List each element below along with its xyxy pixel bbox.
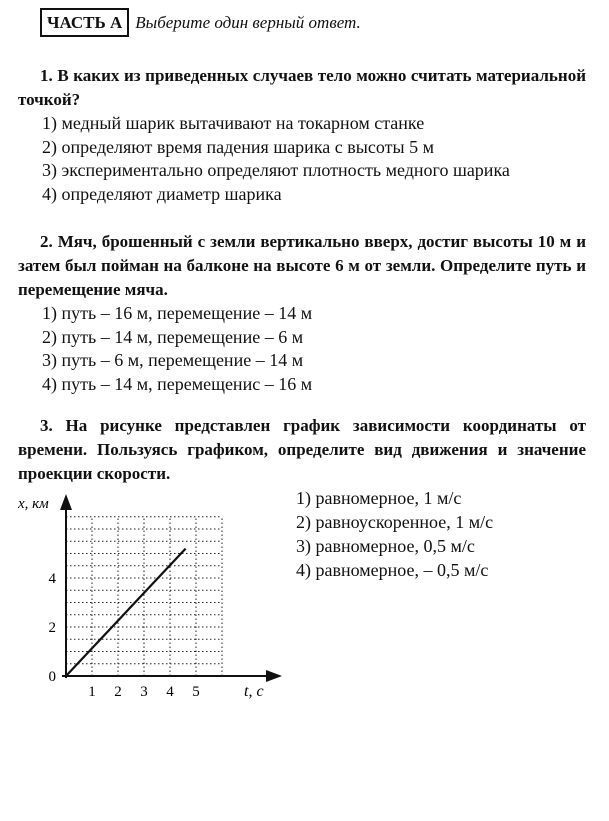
question-1-option-2[interactable]: 2) определяют время падения шарика с высоты 5 м	[42, 136, 434, 157]
question-3-option-1[interactable]: 1) равномерное, 1 м/с	[296, 488, 462, 508]
coordinate-time-graph	[0, 488, 300, 708]
question-2-text: 2. Мяч, брошенный с земли вертикально вверх, достиг высоты 10 м и затем был пойман на балконе на высоте 6 м от земли. Определите путь и перемещение мяча.	[18, 232, 586, 299]
question-2-option-2[interactable]: 2) путь – 14 м, перемещение – 6 м	[42, 326, 304, 347]
question-2-option-4[interactable]: 4) путь – 14 м, перемещенис – 16 м	[42, 373, 313, 394]
x-tick-label: 5	[192, 684, 200, 700]
question-3-option-4[interactable]: 4) равномерное, – 0,5 м/с	[296, 560, 489, 580]
x-tick-label: 4	[166, 684, 174, 700]
question-2-option-1[interactable]: 1) путь – 16 м, перемещение – 14 м	[42, 303, 313, 323]
question-1-option-1[interactable]: 1) медный шарик вытачивают на токарном станке	[42, 113, 425, 133]
question-1-options	[18, 112, 586, 206]
question-1	[18, 64, 586, 206]
question-1-text: 1. В каких из приведенных случаев тело можно считать материальной точкой?	[18, 66, 586, 109]
question-2	[18, 230, 586, 396]
x-tick-label: 3	[140, 684, 148, 700]
x-tick-label: 1	[88, 684, 96, 700]
question-1-option-4[interactable]: 4) определяют диаметр шарика	[42, 183, 282, 204]
part-label: ЧАСТЬ А	[40, 8, 129, 37]
y-tick-label: 0	[48, 669, 56, 685]
x-tick-label: 2	[114, 684, 122, 700]
x-axis-arrow	[266, 670, 282, 682]
part-instruction: Выберите один верный ответ.	[135, 12, 361, 32]
y-axis-label: x, км	[18, 496, 49, 512]
y-tick-label: 2	[48, 620, 56, 636]
question-3-text: 3. На рисунке представлен график зависимости координаты от времени. Пользуясь графиком, определите вид движения и значение проекции скорости.	[18, 416, 586, 483]
question-3	[18, 414, 586, 486]
question-3-options	[296, 486, 493, 582]
question-2-option-3[interactable]: 3) путь – 6 м, перемещение – 14 м	[42, 350, 304, 370]
question-2-options	[18, 302, 586, 396]
question-1-option-3[interactable]: 3) экспериментально определяют плотность медного шарика	[42, 160, 510, 180]
y-axis-arrow	[60, 494, 72, 510]
y-tick-label: 4	[48, 571, 56, 587]
graph-series	[66, 549, 186, 676]
part-header	[40, 8, 361, 37]
question-3-option-3[interactable]: 3) равномерное, 0,5 м/с	[296, 536, 475, 556]
question-3-option-2[interactable]: 2) равноускоренное, 1 м/с	[296, 512, 494, 532]
x-axis-label: t, с	[244, 683, 264, 700]
series-line	[66, 549, 186, 676]
